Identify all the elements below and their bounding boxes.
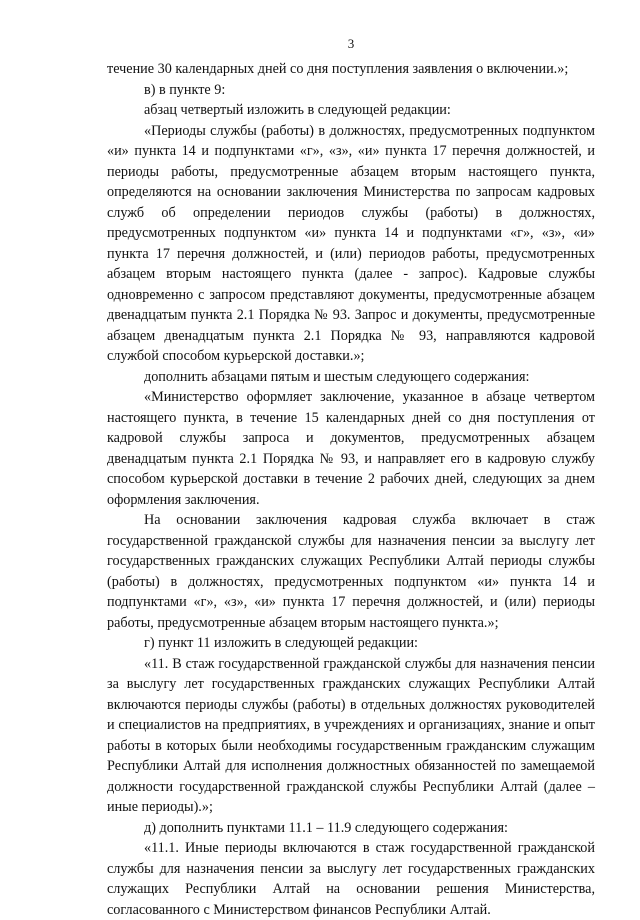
paragraph: в) в пункте 9: [144, 81, 226, 98]
paragraph: «Периоды службы (работы) в должностях, предусмотренных подпунктом «и» пункта 14 и подпунктами «г», «з», «и» пункта 17 перечня должностей, и периоды работы, предусмотренные абзацем вторым настоящего пункта, определяются на основании заключения Министерства по запросам кадровых служб об определении периодов службы (работы) в должностях, предусмотренных подпунктом «и» пункта 14 и подпунктами «г», «з», «и» пункта 17 перечня должностей, и (или) периодов работы, предусмотренных абзацем вторым настоящего пункта (далее - запрос). Кадровые службы одновременно с запросом представляют документы, предусмотренные абзацем двенадцатым пункта 2.1 Порядка № 93. Запрос и документы, предусмотренные абзацем двенадцатым пункта 2.1 Порядка № 93, направляются кадровой службой способом курьерской доставки.»; [107, 122, 595, 364]
paragraph: На основании заключения кадровая служба включает в стаж государственной гражданской службы для назначения пенсии за выслугу лет государственных гражданских служащих Республики Алтай периоды службы (работы) в должностях, предусмотренных подпунктом «и» пункта 14 и подпунктами «г», «з», «и» пункта 17 перечня должностей, и (или) периоды работы, предусмотренные абзацем вторым настоящего пункта.»; [107, 512, 595, 631]
paragraph: «11. В стаж государственной гражданской службы для назначения пенсии за выслугу лет государственных гражданских служащих Республики Алтай включаются периоды службы (работы) в отдельных должностях руководителей и специалистов на предприятиях, в учреждениях и организациях, знание и опыт работы в которых были необходимы государственным гражданским служащим Республики Алтай для исполнения должностных обязанностей по замещаемой должности государственной гражданской службы Республики Алтай (далее – иные периоды).»; [107, 655, 595, 815]
paragraph: дополнить абзацами пятым и шестым следующего содержания: [144, 368, 530, 385]
paragraph: г) пункт 11 изложить в следующей редакции: [144, 635, 418, 651]
paragraph: абзац четвертый изложить в следующей редакции: [144, 102, 451, 118]
paragraph: течение 30 календарных дней со дня поступления заявления о включении.»; [107, 61, 569, 77]
page-number: 3 [347, 36, 355, 51]
paragraph: «Министерство оформляет заключение, указанное в абзаце четвертом настоящего пункта, в течение 15 календарных дней со дня поступления от кадровой службы запроса и документов, предусмотренных абзацем двенадцатым пункта 2.1 Порядка № 93, и направляет его в кадровую службу способом курьерской доставки в течение 2 рабочих дней, следующих за днем оформления заключения. [107, 389, 595, 508]
paragraph: д) дополнить пунктами 11.1 – 11.9 следующего содержания: [144, 819, 508, 836]
document-body [107, 59, 595, 920]
paragraph: «11.1. Иные периоды включаются в стаж государственной гражданской службы для назначения пенсии за выслугу лет государственных гражданских служащих Республики Алтай на основании решения Министерства, согласованного с Министерством финансов Республики Алтай. [107, 840, 595, 918]
